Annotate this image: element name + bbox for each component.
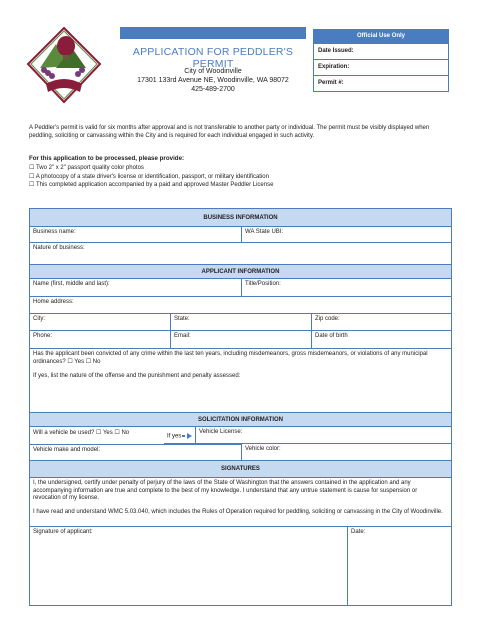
wmc-text: I have read and understand WMC 5.03.040, which includes the Rules of Operation required for peddling, soliciting or canvassing in the City of Woodinville. — [33, 508, 443, 515]
page-title: APPLICATION FOR PEDDLER'S PERMIT — [132, 46, 294, 70]
city-phone: 425-489-2700 — [191, 86, 235, 93]
city-name: City of Woodinville — [184, 68, 242, 75]
vehicle-license-field[interactable]: Vehicle License: — [196, 427, 451, 444]
certification-block — [30, 478, 451, 526]
signature-date-field[interactable]: Date: — [348, 526, 451, 605]
home-address-field[interactable]: Home address: — [30, 297, 451, 314]
date-issued-field[interactable]: Date Issued: — [314, 43, 448, 59]
conviction-field[interactable] — [30, 349, 451, 413]
applicant-name-field[interactable]: Name (first, middle and last): — [30, 279, 242, 297]
title-bar — [120, 27, 306, 39]
signature-field[interactable]: Signature of applicant: — [30, 526, 348, 605]
state-field[interactable]: State: — [171, 314, 312, 331]
arrow-right-icon — [182, 435, 185, 437]
intro-text: A Peddler's permit is valid for six months after approval and is not transferable to another party or individual. The permit must be visibly displayed when peddling, soliciting or canvassing within the City and is required for each individual engaged in such activity. — [29, 125, 430, 139]
vehicle-make-field[interactable]: Vehicle make and model: — [30, 444, 242, 461]
permit-number-field[interactable]: Permit #: — [314, 75, 448, 91]
official-use-box — [313, 29, 449, 92]
zip-code-field[interactable]: Zip code: — [312, 314, 451, 331]
arrow-right-icon — [187, 433, 192, 439]
official-use-heading: Official Use Only — [314, 30, 448, 43]
certification-text: I, the undersigned, certify under penalty of perjury of the laws of the State of Washington that the answers contained in the application and any accompanying information are true and complete to the best of my knowledge. I understand that any untrue statement is cause for suspension or revocation of my license. — [33, 480, 418, 501]
city-logo — [26, 26, 102, 104]
conviction-question: Has the applicant been convicted of any crime within the last ten years, including misdemeanors, gross misdemeanors, or violations of any municipal ordinances? ☐ Yes ☐ No — [33, 351, 428, 365]
phone-field[interactable]: Phone: — [30, 331, 171, 349]
business-name-field[interactable]: Business name: — [30, 227, 242, 243]
if-yes-text: If yes — [167, 433, 182, 440]
expiration-field[interactable]: Expiration: — [314, 59, 448, 75]
city-address: 17301 133rd Avenue NE, Woodinville, WA 98072 — [137, 77, 289, 84]
date-of-birth-field[interactable]: Date of birth — [312, 331, 451, 349]
nature-of-business-field[interactable]: Nature of business: — [30, 243, 451, 265]
if-yes-label — [164, 427, 196, 444]
application-form — [29, 208, 452, 606]
requirement-item[interactable]: ☐ This completed application accompanied by a paid and approved Master Peddler License — [29, 182, 274, 188]
business-section-heading: BUSINESS INFORMATION — [30, 209, 451, 227]
offense-question: If yes, list the nature of the offense and the punishment and penalty assessed: — [33, 373, 241, 379]
ubi-field[interactable]: WA State UBI: — [242, 227, 451, 243]
signatures-section-heading: SIGNATURES — [30, 461, 451, 478]
requirements-list — [29, 164, 273, 190]
email-field[interactable]: Email: — [171, 331, 312, 349]
title-position-field[interactable]: Title/Position: — [242, 279, 451, 297]
vehicle-color-field[interactable]: Vehicle color: — [242, 444, 451, 461]
solicitation-section-heading: SOLICITATION INFORMATION — [30, 413, 451, 427]
vehicle-used-field[interactable]: Will a vehicle be used? ☐ Yes ☐ No — [33, 430, 130, 436]
city-field[interactable]: City: — [30, 314, 171, 331]
applicant-section-heading: APPLICANT INFORMATION — [30, 265, 451, 279]
requirement-item[interactable]: ☐ Two 2" x 2" passport quality color photos — [29, 165, 144, 171]
requirements-heading: For this application to be processed, please provide: — [29, 155, 185, 162]
requirement-item[interactable]: ☐ A photocopy of a state driver's license or identification, passport, or military identification — [29, 173, 269, 180]
